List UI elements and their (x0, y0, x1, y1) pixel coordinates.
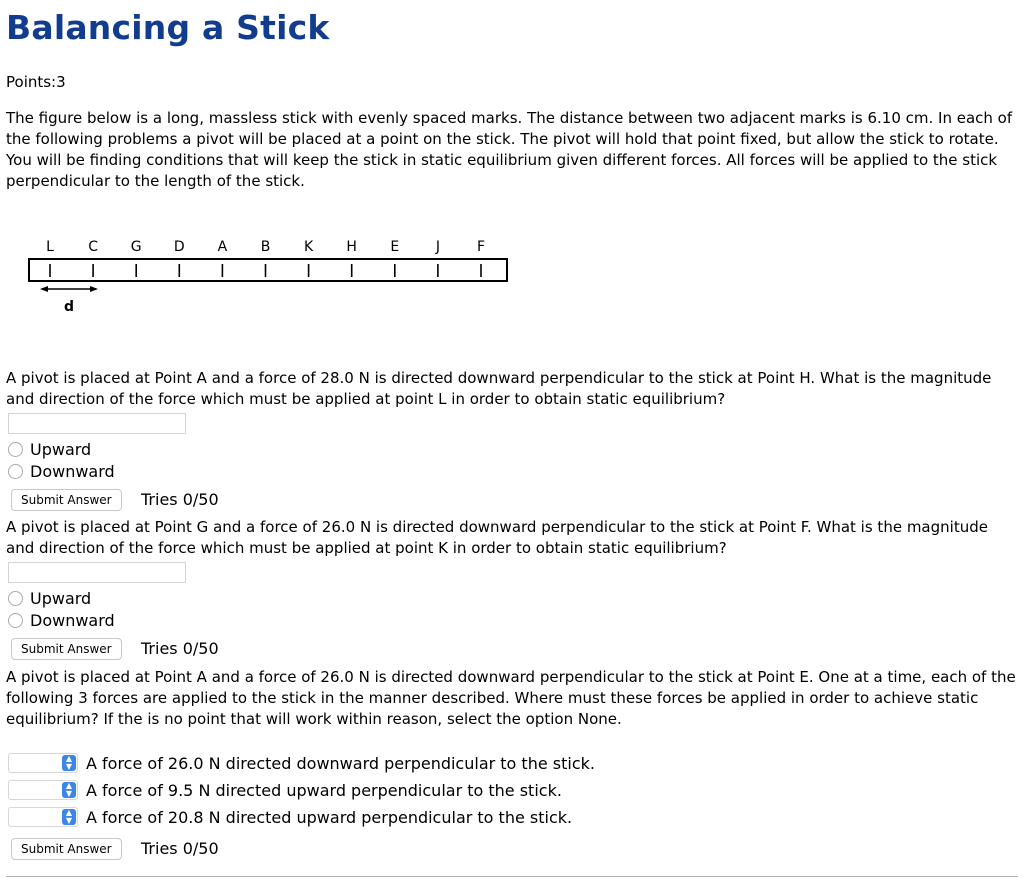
stick-label-d: D (173, 239, 185, 255)
stick-label-h: H (346, 239, 357, 255)
force-label: A force of 9.5 N directed upward perpendicular to the stick. (86, 780, 562, 800)
question-1-submit-button[interactable]: Submit Answer (11, 489, 122, 511)
question-2-option-upward[interactable] (8, 588, 91, 608)
radio-button[interactable] (8, 464, 23, 479)
select-arrows-icon[interactable]: ▲ ▼ (62, 782, 76, 798)
stick-label-f: F (476, 239, 486, 255)
distance-arrow (40, 286, 98, 292)
radio-button[interactable] (8, 591, 23, 606)
question-3-force-2-select[interactable] (8, 780, 78, 800)
question-3-submit-button[interactable]: Submit Answer (11, 838, 122, 860)
question-3-force-1-select[interactable] (8, 753, 78, 773)
question-2-answer-input[interactable] (8, 562, 186, 583)
question-2-submit-button[interactable]: Submit Answer (11, 638, 122, 660)
radio-button[interactable] (8, 613, 23, 628)
option-label: Downward (30, 610, 115, 630)
radio-button[interactable] (8, 442, 23, 457)
question-3-force-3-row (8, 806, 572, 828)
stick-label-e: E (390, 239, 400, 255)
page-title: Balancing a Stick (6, 8, 330, 47)
question-1-answer-input[interactable] (8, 413, 186, 434)
question-1-option-upward[interactable] (8, 439, 91, 459)
intro-text: The figure below is a long, massless stick with evenly spaced marks. The distance between two adjacent marks is 6.10 cm. In each of the following problems a pivot will be placed at a point on the stick. The pivot will hold that point fixed, but allow the stick to rotate. You will be finding conditions that will keep the stick in static equilibrium given different forces. All forces will be applied to the stick perpendicular to the length of the stick. (6, 109, 1013, 190)
stick-label-g: G (130, 239, 142, 255)
question-2-tries: Tries 0/50 (141, 639, 219, 658)
question-3-force-2-row (8, 779, 562, 801)
stick-label-a: A (217, 239, 228, 255)
option-label: Downward (30, 461, 115, 481)
stick-ticks (50, 264, 481, 277)
question-1-text: A pivot is placed at Point A and a force of 28.0 N is directed downward perpendicular to the stick at Point H. What is the magnitude and direction of the force which must be applied at point L in order to obtain static equilibrium? (6, 369, 992, 408)
stick-label-k: K (304, 239, 314, 255)
question-1-tries: Tries 0/50 (141, 490, 219, 509)
question-3-force-3-select[interactable] (8, 807, 78, 827)
select-arrows-icon[interactable]: ▲ ▼ (62, 809, 76, 825)
distance-label: d (64, 299, 75, 315)
force-label: A force of 26.0 N directed downward perpendicular to the stick. (86, 753, 595, 773)
option-label: Upward (30, 588, 92, 608)
stick-figure (0, 230, 520, 320)
stick-label-b: B (260, 239, 271, 255)
stick-body (29, 259, 507, 281)
question-3-text: A pivot is placed at Point A and a force of 26.0 N is directed downward perpendicular to the stick at Point E. One at a time, each of the following 3 forces are applied to the stick in the manner described. Where must these forces be applied in order to achieve static equilibrium? If the is no point that will work within reason, select the option None. (6, 668, 1016, 728)
stick-labels (46, 239, 485, 255)
question-2-text: A pivot is placed at Point G and a force of 26.0 N is directed downward perpendicular to the stick at Point F. What is the magnitude and direction of the force which must be applied at point K in order to obtain static equilibrium? (6, 518, 988, 557)
stick-label-j: J (435, 239, 440, 255)
option-label: Upward (30, 439, 92, 459)
force-label: A force of 20.8 N directed upward perpendicular to the stick. (86, 807, 573, 827)
select-arrows-icon[interactable]: ▲ ▼ (62, 755, 76, 771)
question-3-tries: Tries 0/50 (141, 839, 219, 858)
stick-label-c: C (88, 239, 98, 255)
question-2-option-downward[interactable] (8, 610, 115, 630)
bottom-divider (6, 876, 1018, 877)
question-3-force-1-row (8, 752, 595, 774)
points-label: Points:3 (6, 73, 66, 91)
question-1-option-downward[interactable] (8, 461, 115, 481)
stick-label-l: L (46, 239, 54, 255)
